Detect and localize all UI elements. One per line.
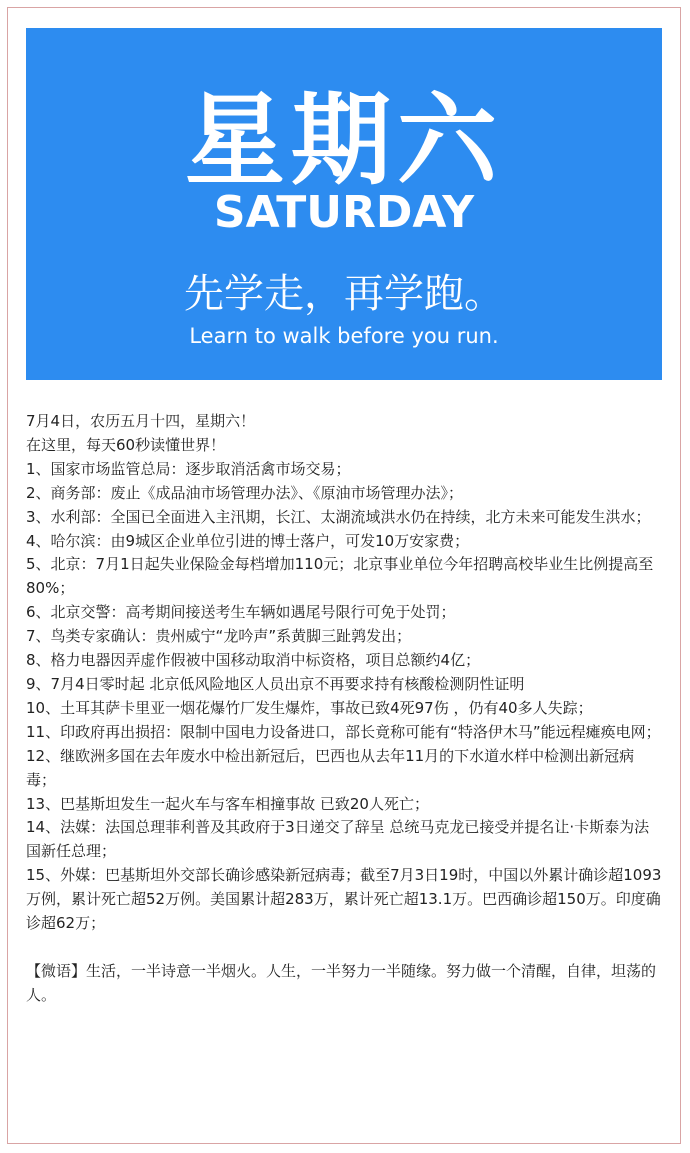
banner-slogan-english: Learn to walk before you run.: [189, 324, 499, 348]
banner-slogan: 先学走，再学跑。: [184, 271, 504, 317]
news-item-7: 7、鸟类专家确认：贵州威宁“龙吟声”系黄脚三趾鹑发出；: [26, 627, 412, 646]
news-item-3: 3、水利部：全国已全面进入主汛期，长江、太湖流域洪水仍在持续，北方未来可能发生洪水；: [26, 507, 651, 526]
news-item-10: 10、土耳其萨卡里亚一烟花爆竹厂发生爆炸，事故已致4死97伤 ，仍有40多人失踪；: [26, 698, 593, 717]
tagline: 在这里，每天60秒读懂世界！: [26, 435, 226, 454]
news-item-8: 8、格力电器因弄虚作假被中国移动取消中标资格，项目总额约4亿；: [26, 651, 481, 670]
news-item-9: 9、7月4日零时起 北京低风险地区人员出京不再要求持有核酸检测阴性证明: [26, 674, 525, 693]
news-item-14: 14、法媒：法国总理菲利普及其政府于3日递交了辞呈 总统马克龙已接受并提名让·卡斯泰为法国新任总理；: [26, 818, 650, 861]
header-banner: [26, 28, 662, 380]
news-item-1: 1、国家市场监管总局：逐步取消活禽市场交易；: [26, 459, 351, 478]
daily-quote: 【微语】生活，一半诗意一半烟火。人生，一半努力一半随缘。努力做一个清醒，自律，坦荡的人。: [26, 961, 657, 1004]
news-item-11: 11、印政府再出损招：限制中国电力设备进口，部长竟称可能有“特洛伊木马”能远程瘫痪电网；: [26, 722, 661, 741]
news-item-12: 12、继欧洲多国在去年废水中检出新冠后，巴西也从去年11月的下水道水样中检测出新冠病毒；: [26, 746, 635, 789]
spacer: [26, 936, 662, 960]
news-item-6: 6、北京交警：高考期间接送考生车辆如遇尾号限行可免于处罚；: [26, 603, 456, 622]
article-body: [26, 410, 662, 1008]
news-item-2: 2、商务部：废止《成品油市场管理办法》、《原油市场管理办法》；: [26, 483, 464, 502]
news-item-5: 5、北京：7月1日起失业保险金每档增加110元；北京事业单位今年招聘高校毕业生比例提高至80%；: [26, 555, 654, 598]
banner-subtitle: SATURDAY: [213, 187, 475, 238]
banner-title: 星期六: [185, 82, 503, 199]
date-line: 7月4日，农历五月十四，星期六！: [26, 412, 256, 430]
news-item-4: 4、哈尔滨：由9城区企业单位引进的博士落户，可发10万安家费；: [26, 531, 470, 550]
news-item-15: 15、外媒：巴基斯坦外交部长确诊感染新冠病毒；截至7月3日19时，中国以外累计确诊超1093万例，累计死亡超52万例。美国累计超283万，累计死亡超13.1万。巴西确诊超150万。印度确诊超62万；: [26, 866, 662, 933]
news-item-13: 13、巴基斯坦发生一起火车与客车相撞事故 已致20人死亡；: [26, 794, 429, 813]
